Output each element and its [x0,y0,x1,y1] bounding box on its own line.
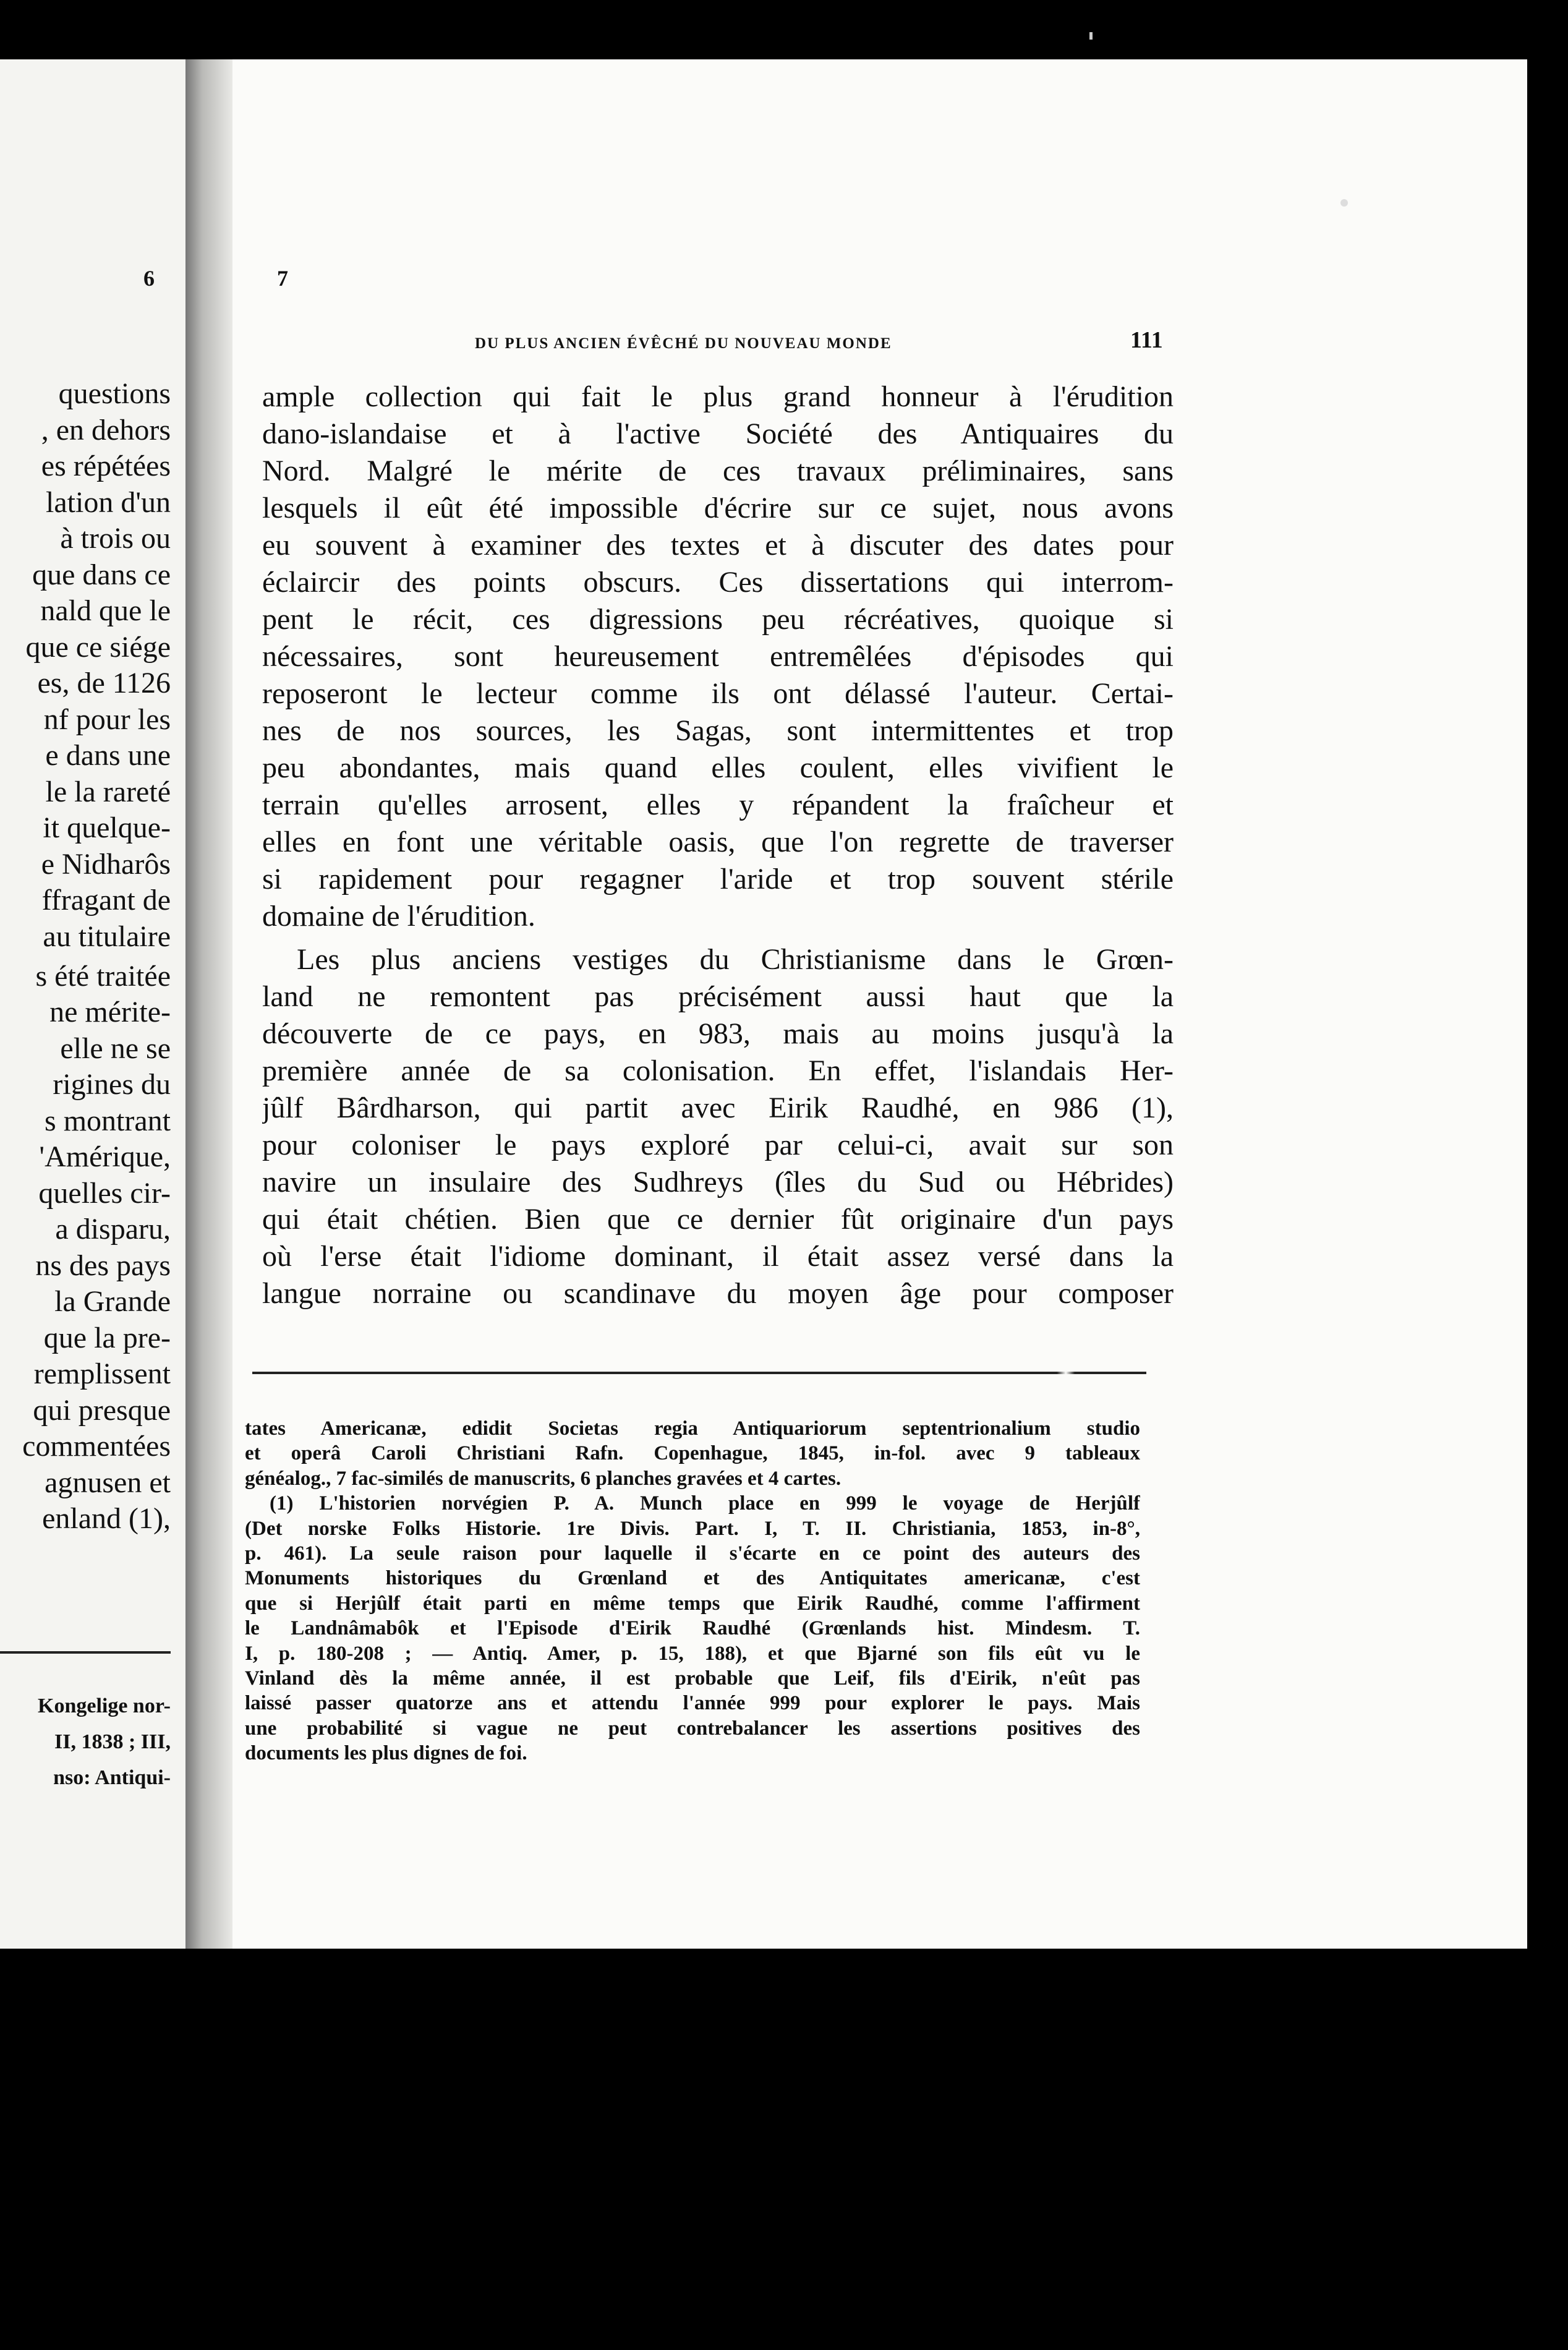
left-footnote-rule [0,1651,171,1654]
footnote-line: le Landnâmabôk et l'Episode d'Eirik Raudhé (Grœnlands hist. Mindesm. T. [245,1617,1140,1640]
left-note-line: Kongelige nor- [38,1694,171,1717]
body-line: si rapidement pour regagner l'aride et trop souvent stérile [262,863,1174,895]
left-text-line: que la pre- [43,1321,171,1354]
body-line: Nord. Malgré le mérite de ces travaux préliminaires, sans [262,455,1174,487]
left-text-line: e Nidharôs [41,847,171,881]
left-page-text [0,376,171,1537]
left-text-line: elle ne se [60,1032,171,1065]
left-text-line: , en dehors [41,413,171,446]
left-text-line: quelles cir- [38,1176,171,1210]
footnote-line: et operâ Caroli Christiani Rafn. Copenhague, 1845, in-fol. avec 9 tableaux [245,1442,1140,1465]
footnote-line: Vinland dès la même année, il est probable que Leif, fils d'Eirik, n'eût pas [245,1667,1140,1690]
body-line: land ne remontent pas précisément aussi haut que la [262,980,1174,1013]
left-text-line: es répétées [41,450,171,482]
footnote-rule [252,1372,1146,1374]
left-text-line: que dans ce [32,558,171,591]
body-line: Les plus anciens vestiges du Christianisme dans le Grœn- [297,943,1174,976]
footnote-line: laissé passer quatorze ans et attendu l'année 999 pour explorer le pays. Mais [245,1692,1140,1715]
body-line: première année de sa colonisation. En effet, l'islandais Her- [262,1054,1174,1087]
left-text-line: a disparu, [55,1213,171,1246]
body-line: peu abondantes, mais quand elles coulent, elles vivifient le [262,751,1174,784]
footnote-line: Monuments historiques du Grœnland et des Antiquitates americanæ, c'est [245,1567,1140,1590]
left-text-line: e dans une [45,739,171,772]
footnote-line: I, p. 180-208 ; — Antiq. Amer, p. 15, 188), et que Bjarné son fils eût vu le [245,1642,1140,1665]
left-text-line: qui presque [33,1393,171,1427]
left-text-line: remplissent [33,1357,171,1390]
footnote-line: (Det norske Folks Historie. 1re Divis. Part. I, T. II. Christiania, 1853, in-8°, [245,1517,1140,1540]
left-text-line: au titulaire [43,920,171,953]
left-text-line: es, de 1126 [37,667,171,699]
body-line: jûlf Bârdharson, qui partit avec Eirik Raudhé, en 986 (1), [262,1092,1174,1124]
left-text-line: ne mérite- [49,996,171,1028]
body-line: nes de nos sources, les Sagas, sont intermittentes et trop [262,714,1174,747]
footnote-line: (1) L'historien norvégien P. A. Munch place en 999 le voyage de Herjûlf [270,1492,1140,1515]
left-text-line: commentées [22,1430,171,1463]
left-text-line: enland (1), [42,1502,171,1535]
left-text-line: la Grande [54,1285,171,1318]
page-number: 111 [1130,327,1163,353]
body-line: où l'erse était l'idiome dominant, il était assez versé dans la [262,1240,1174,1273]
scan-speck [1340,199,1348,207]
body-line: qui était chétien. Bien que ce dernier fût originaire d'un pays [262,1203,1174,1236]
left-text-line: lation d'un [46,485,171,519]
left-text-line: s montrant [45,1104,171,1137]
left-note-line: II, 1838 ; III, [54,1730,171,1753]
footnotes [245,1416,1140,1766]
left-text-line: le la rareté [45,775,171,808]
left-text-line: s été traitée [35,959,171,993]
body-line: éclaircir des points obscurs. Ces dissertations qui interrom- [262,566,1174,599]
left-text-line: à trois ou [60,522,171,555]
right-folio: 7 [277,266,288,291]
left-text-line: que ce siége [25,630,171,664]
left-text-line: 'Amérique, [39,1140,171,1173]
body-line: lesquels il eût été impossible d'écrire sur ce sujet, nous avons [262,492,1174,524]
body-line: découverte de ce pays, en 983, mais au moins jusqu'à la [262,1017,1174,1050]
footnote-line: généalog., 7 fac-similés de manuscrits, 6 planches gravées et 4 cartes. [245,1467,842,1490]
body-line: pour coloniser le pays exploré par celui-ci, avait sur son [262,1129,1174,1161]
body-line: domaine de l'érudition. [262,900,535,933]
left-text-line: ns des pays [35,1249,171,1282]
body-text [262,378,1174,1312]
left-text-line: questions [58,377,171,410]
left-text-line: nf pour les [43,703,171,736]
book-gutter [185,59,232,1949]
footnote-line: tates Americanæ, edidit Societas regia Antiquariorum septentrionalium studio [245,1417,1140,1440]
footnote-line: une probabilité si vague ne peut contrebalancer les assertions positives des [245,1717,1140,1740]
left-text-line: ffragant de [41,884,171,916]
footnote-line: documents les plus dignes de foi. [245,1742,527,1765]
body-line: nécessaires, sont heureusement entremêlées d'épisodes qui [262,640,1174,673]
body-line: eu souvent à examiner des textes et à discuter des dates pour [262,529,1174,562]
body-line: elles en font une véritable oasis, que l'on regrette de traverser [262,826,1174,858]
body-line: dano-islandaise et à l'active Société des Antiquaires du [262,417,1174,450]
running-head: DU PLUS ANCIEN ÉVÊCHÉ DU NOUVEAU MONDE [475,335,892,352]
body-line: reposeront le lecteur comme ils ont délassé l'auteur. Certai- [262,677,1174,710]
left-text-line: rigines du [53,1068,171,1101]
left-note-line: nso: Antiqui- [53,1766,171,1789]
scan-speck [1089,32,1093,40]
left-folio: 6 [143,266,155,291]
body-line: langue norraine ou scandinave du moyen âge pour composer [262,1277,1174,1310]
footnote-line: que si Herjûlf était parti en même temps que Eirik Raudhé, comme l'affirment [245,1592,1140,1615]
body-line: terrain qu'elles arrosent, elles y répandent la fraîcheur et [262,788,1174,821]
left-text-line: it quelque- [43,811,171,844]
body-line: ample collection qui fait le plus grand honneur à l'érudition [262,380,1174,413]
left-page-footnotes [0,1688,171,1796]
body-line: pent le récit, ces digressions peu récréatives, quoique si [262,603,1174,636]
body-line: navire un insulaire des Sudhreys (îles du Sud ou Hébrides) [262,1166,1174,1198]
footnote-line: p. 461). La seule raison pour laquelle il s'écarte en ce point des auteurs des [245,1542,1140,1565]
left-text-line: nald que le [40,594,171,627]
left-text-line: agnusen et [45,1466,171,1499]
